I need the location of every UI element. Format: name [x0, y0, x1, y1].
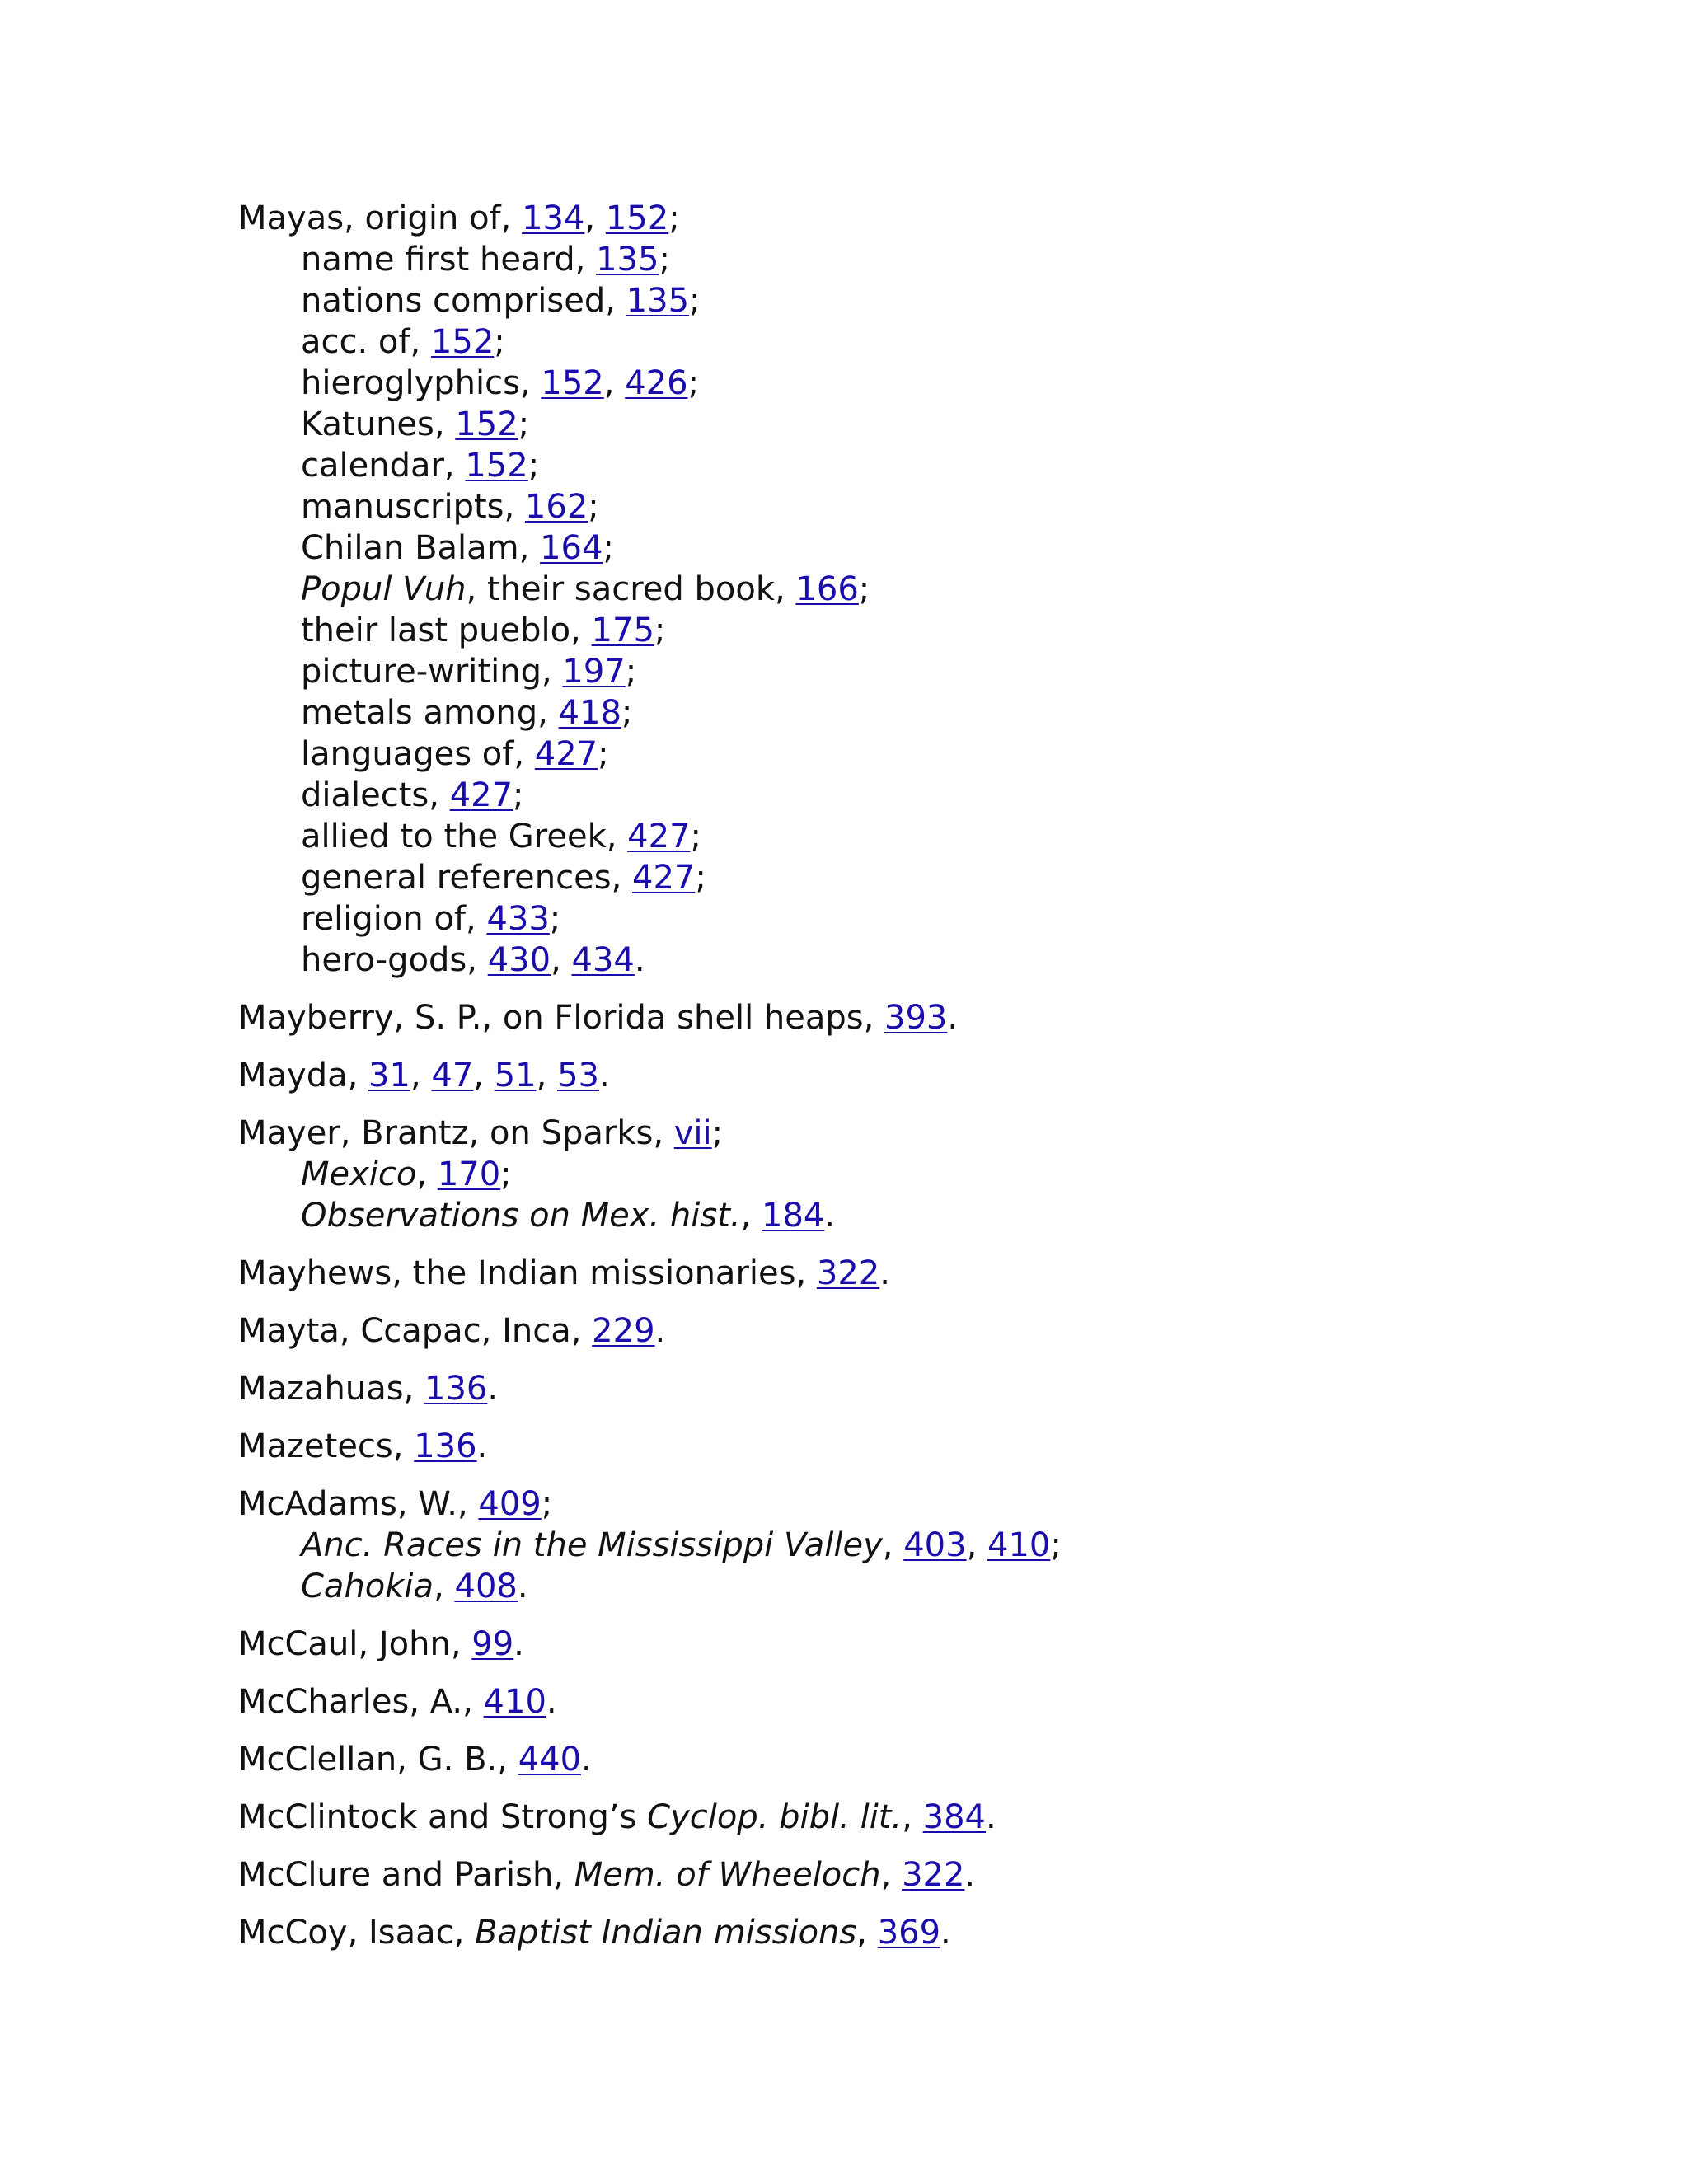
page-link[interactable]: 393	[884, 999, 948, 1037]
index-text: ;	[625, 653, 637, 691]
index-text: allied to the Greek,	[301, 818, 628, 855]
page-link[interactable]: vii	[673, 1114, 712, 1152]
index-text: Mayta, Ccapac, Inca,	[238, 1312, 593, 1350]
page-link[interactable]: 427	[534, 735, 598, 773]
index-entry	[238, 1368, 1639, 1409]
index-entry	[238, 1624, 1639, 1665]
page-link[interactable]: 152	[541, 364, 604, 402]
index-entry	[238, 1739, 1639, 1780]
page-link[interactable]: 170	[437, 1155, 501, 1193]
index-text: .	[940, 1914, 951, 1952]
index-text: ,	[882, 1526, 904, 1564]
index-text: .	[964, 1856, 976, 1894]
index-text: ;	[588, 488, 599, 526]
index-text: McClure and Parish,	[238, 1856, 574, 1894]
index-text: Mayda,	[238, 1057, 369, 1094]
index-text: ;	[690, 818, 702, 855]
index-text: ,	[584, 199, 606, 237]
index-subentry-line	[238, 775, 1639, 816]
page-link[interactable]: 51	[494, 1057, 537, 1094]
index-entry	[238, 997, 1639, 1038]
index-entry	[238, 1253, 1639, 1294]
index-subentry-line	[238, 651, 1639, 692]
page-link[interactable]: 322	[902, 1856, 965, 1894]
index-text: calendar,	[301, 447, 466, 485]
index-text: .	[879, 1254, 890, 1292]
italic-title-text: Baptist Indian missions	[475, 1914, 857, 1952]
index-heading-line	[238, 997, 1639, 1038]
index-text: Mayer, Brantz, on Sparks,	[238, 1114, 674, 1152]
page-link[interactable]: 135	[596, 241, 659, 279]
index-heading-line	[238, 1426, 1639, 1467]
page-link[interactable]: 166	[795, 570, 859, 608]
index-subentry-line	[238, 610, 1639, 651]
index-text: .	[986, 1798, 996, 1836]
index-text: ;	[513, 776, 524, 814]
index-subentry-line	[238, 692, 1639, 733]
index-text: ;	[858, 570, 870, 608]
index-text: , their sacred book,	[466, 570, 796, 608]
index-text: .	[517, 1568, 528, 1605]
page-link[interactable]: 164	[540, 529, 603, 567]
index-text: hero-gods,	[301, 941, 488, 979]
index-heading-line	[238, 1113, 1639, 1154]
page-link[interactable]: 152	[605, 199, 669, 237]
index-heading-line	[238, 1624, 1639, 1665]
index-text: ,	[551, 941, 572, 979]
page-link[interactable]: 369	[877, 1914, 941, 1952]
index-text: ;	[654, 612, 666, 649]
index-heading-line	[238, 1739, 1639, 1780]
page-link[interactable]: 152	[430, 323, 495, 361]
index-text: .	[634, 941, 645, 979]
index-entry	[238, 1055, 1639, 1096]
index-text: ,	[434, 1568, 455, 1605]
index-entry	[238, 1426, 1639, 1467]
index-entry	[238, 1310, 1639, 1352]
index-entry	[238, 1681, 1639, 1722]
page-link[interactable]: 403	[903, 1526, 967, 1564]
page-link[interactable]: 134	[522, 199, 585, 237]
index-subentry-line	[238, 404, 1639, 445]
page-link[interactable]: 426	[625, 364, 688, 402]
index-text: ;	[603, 529, 614, 567]
index-subentry-line	[238, 486, 1639, 527]
index-text: picture-writing,	[301, 653, 563, 691]
page-link[interactable]: 384	[922, 1798, 986, 1836]
index-text: ;	[689, 282, 701, 320]
index-text: ;	[687, 364, 700, 402]
index-text: .	[546, 1683, 557, 1721]
index-text: ,	[410, 1057, 432, 1094]
italic-title-text: Mem. of Wheeloch	[574, 1856, 881, 1894]
index-heading-line	[238, 1253, 1639, 1294]
index-text: Mayas, origin of,	[238, 199, 523, 237]
index-text: dialects,	[301, 776, 450, 814]
index-heading-line	[238, 1912, 1639, 1953]
index-text: McClintock and Strong’s	[238, 1798, 648, 1836]
index-text: ;	[598, 735, 609, 773]
index-text: Mazahuas,	[238, 1370, 425, 1408]
italic-title-text: Cahokia	[301, 1568, 434, 1605]
index-subentry-line	[238, 321, 1639, 363]
index-text: languages of,	[301, 735, 535, 773]
index-entry	[238, 1854, 1639, 1896]
page-link[interactable]: 427	[632, 859, 696, 897]
index-text: ;	[668, 199, 680, 237]
index-text: ,	[740, 1197, 762, 1235]
index-subentry-line	[238, 1154, 1639, 1195]
index-subentry-line	[238, 280, 1639, 321]
italic-title-text: Anc. Races in the Mississippi Valley	[301, 1526, 883, 1564]
index-text: Mayhews, the Indian missionaries,	[238, 1254, 817, 1292]
page-link[interactable]: 197	[562, 653, 626, 691]
page-link[interactable]: 433	[486, 900, 550, 938]
italic-title-text: Popul Vuh	[301, 570, 467, 608]
page-link[interactable]: 430	[487, 941, 551, 979]
index-entry	[238, 1113, 1639, 1236]
index-text: ,	[536, 1057, 558, 1094]
page-link[interactable]: 47	[431, 1057, 474, 1094]
index-text: their last pueblo,	[301, 612, 592, 649]
index-text: ,	[603, 364, 626, 402]
index-heading-line	[238, 1797, 1639, 1838]
page-link[interactable]: 135	[626, 282, 690, 320]
page-link[interactable]: 175	[591, 612, 654, 649]
index-heading-line	[238, 198, 1639, 239]
index-text: ,	[880, 1856, 903, 1894]
index-text: .	[476, 1427, 488, 1465]
page-link[interactable]: 53	[557, 1057, 599, 1094]
page-link[interactable]: 418	[558, 694, 621, 732]
page-link[interactable]: 440	[518, 1741, 582, 1779]
index-heading-line	[238, 1368, 1639, 1409]
page-link[interactable]: 152	[465, 447, 528, 485]
index-text: ;	[695, 859, 706, 897]
index-text: ;	[621, 694, 633, 732]
page-link[interactable]: 408	[454, 1568, 518, 1605]
index-text: ;	[1050, 1526, 1062, 1564]
index-subentry-line	[238, 1195, 1639, 1236]
index-heading-line	[238, 1310, 1639, 1352]
index-text: ,	[966, 1526, 988, 1564]
italic-title-text: Observations on Mex. hist.	[301, 1197, 741, 1235]
index-subentry-line	[238, 940, 1639, 981]
page-link[interactable]: 136	[414, 1427, 477, 1465]
page-link[interactable]: 427	[627, 818, 691, 855]
index-text: Mayberry, S. P., on Florida shell heaps,	[238, 999, 885, 1037]
index-text: ,	[473, 1057, 495, 1094]
page-link[interactable]: 427	[449, 776, 513, 814]
page-link[interactable]: 152	[455, 405, 518, 443]
index-text: McAdams, W.,	[238, 1485, 479, 1523]
index-subentry-line	[238, 569, 1639, 610]
index-text: ;	[711, 1114, 724, 1152]
index-subentry-line	[238, 239, 1639, 280]
index-text: ,	[902, 1798, 923, 1836]
index-text: nations comprised,	[301, 282, 626, 320]
index-text: ;	[541, 1485, 553, 1523]
index-text: McCoy, Isaac,	[238, 1914, 476, 1952]
index-page	[238, 198, 1639, 1970]
index-text: McCaul, John,	[238, 1625, 472, 1663]
page-link[interactable]: 184	[762, 1197, 825, 1235]
page-link[interactable]: 229	[592, 1312, 655, 1350]
index-text: .	[487, 1370, 499, 1408]
index-text: Mazetecs,	[238, 1427, 415, 1465]
italic-title-text: Mexico	[301, 1155, 417, 1193]
index-text: ;	[500, 1155, 512, 1193]
index-text: Katunes,	[301, 405, 456, 443]
page-link[interactable]: 434	[571, 941, 635, 979]
index-subentry-line	[238, 733, 1639, 775]
index-subentry-line	[238, 1525, 1639, 1566]
index-text: acc. of,	[301, 323, 431, 361]
index-text: Chilan Balam,	[301, 529, 541, 567]
index-text: ;	[659, 241, 670, 279]
index-text: .	[598, 1057, 610, 1094]
index-text: ,	[856, 1914, 878, 1952]
index-text: .	[654, 1312, 666, 1350]
page-link[interactable]: 409	[478, 1485, 542, 1523]
index-text: ;	[549, 900, 561, 938]
index-text: McClellan, G. B.,	[238, 1741, 518, 1779]
index-text: hieroglyphics,	[301, 364, 542, 402]
page-link[interactable]: 136	[424, 1370, 488, 1408]
index-entry	[238, 1483, 1639, 1607]
index-text: .	[581, 1741, 592, 1779]
page-link[interactable]: 162	[524, 488, 588, 526]
index-subentry-line	[238, 363, 1639, 404]
index-text: general references,	[301, 859, 633, 897]
page-link[interactable]: 322	[816, 1254, 880, 1292]
index-text: ;	[494, 323, 505, 361]
index-heading-line	[238, 1055, 1639, 1096]
index-entry	[238, 1797, 1639, 1838]
index-text: ;	[528, 447, 540, 485]
page-link[interactable]: 99	[471, 1625, 514, 1663]
index-text: .	[513, 1625, 524, 1663]
index-text: religion of,	[301, 900, 487, 938]
index-heading-line	[238, 1483, 1639, 1525]
index-text: ;	[518, 405, 530, 443]
index-text: McCharles, A.,	[238, 1683, 484, 1721]
index-subentry-line	[238, 445, 1639, 486]
index-heading-line	[238, 1681, 1639, 1722]
index-entry	[238, 198, 1639, 981]
index-text: ,	[416, 1155, 438, 1193]
index-text: manuscripts,	[301, 488, 525, 526]
page-link[interactable]: 410	[987, 1526, 1051, 1564]
index-text: .	[824, 1197, 836, 1235]
index-heading-line	[238, 1854, 1639, 1896]
index-subentry-line	[238, 898, 1639, 940]
index-entry	[238, 1912, 1639, 1953]
index-subentry-line	[238, 527, 1639, 569]
italic-title-text: Cyclop. bibl. lit.	[647, 1798, 903, 1836]
page-link[interactable]: 31	[368, 1057, 410, 1094]
index-text: .	[947, 999, 959, 1037]
index-subentry-line	[238, 1566, 1639, 1607]
index-text: metals among,	[301, 694, 559, 732]
page-link[interactable]: 410	[483, 1683, 546, 1721]
index-subentry-line	[238, 857, 1639, 898]
index-text: name first heard,	[301, 241, 597, 279]
index-subentry-line	[238, 816, 1639, 857]
